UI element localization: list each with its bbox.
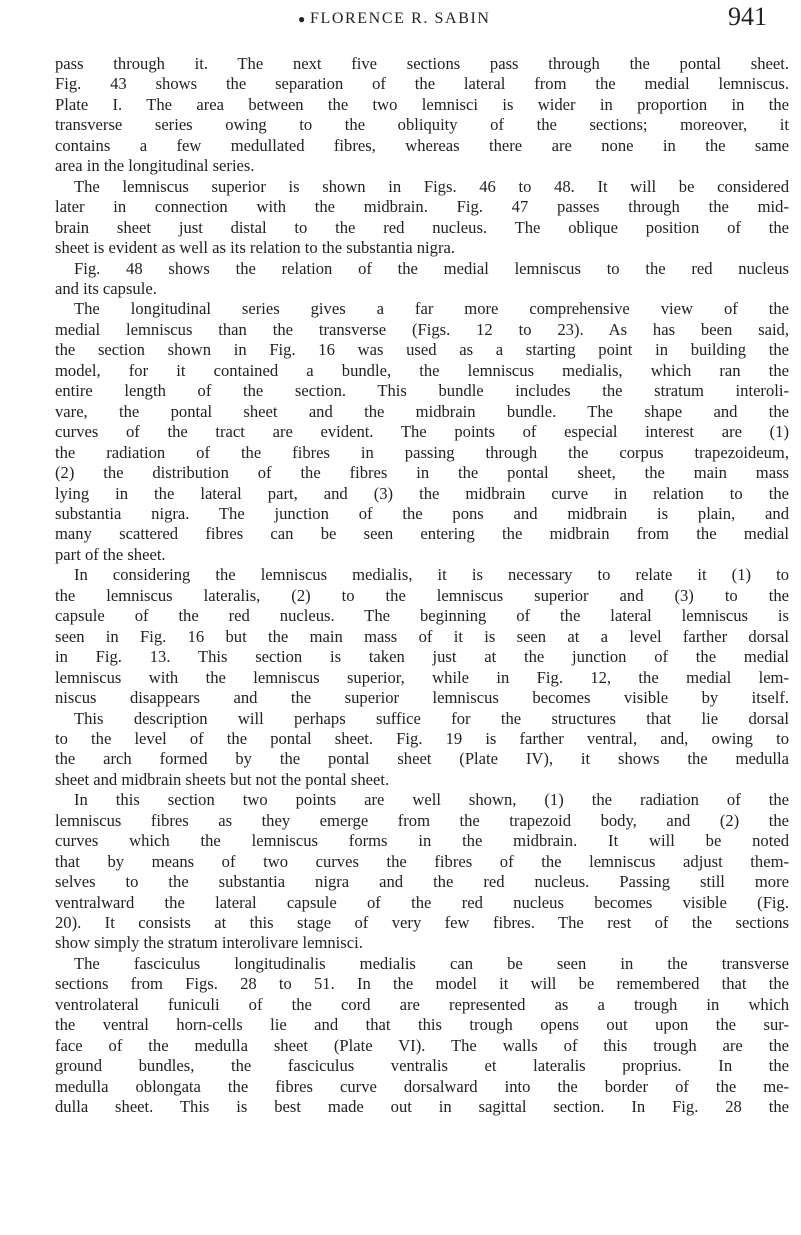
text-line: In this section two points are well shown, (1) the radiation of the: [74, 790, 789, 810]
text-line: the arch formed by the pontal sheet (Plate IV), it shows the medulla: [55, 749, 789, 769]
text-line: the ventral horn-cells lie and that this trough opens out upon the sur-: [55, 1015, 789, 1035]
text-line: capsule of the red nucleus. The beginning of the lateral lemniscus is: [55, 606, 789, 626]
bullet-mark: ●: [298, 12, 306, 26]
text-line: contains a few medullated fibres, whereas there are none in the same: [55, 135, 789, 155]
text-line: lemniscus with the lemniscus superior, while in Fig. 12, the medial lem-: [55, 667, 789, 687]
text-line: In considering the lemniscus medialis, it is necessary to relate it (1) to: [74, 565, 789, 585]
text-line: the section shown in Fig. 16 was used as a starting point in building the: [55, 340, 789, 360]
text-line: substantia nigra. The junction of the pons and midbrain is plain, and: [55, 503, 789, 523]
text-line: face of the medulla sheet (Plate VI). The walls of this trough are the: [55, 1035, 789, 1055]
text-line: and its capsule.: [55, 278, 157, 298]
text-line: selves to the substantia nigra and the red nucleus. Passing still more: [55, 872, 789, 892]
text-line: the radiation of the fibres in passing through the corpus trapezoideum,: [55, 442, 789, 462]
text-line: The fasciculus longitudinalis medialis can be seen in the transverse: [74, 953, 789, 973]
text-line: The longitudinal series gives a far more comprehensive view of the: [74, 299, 789, 319]
text-line: show simply the stratum interolivare lemnisci.: [55, 933, 363, 953]
text-line: sheet and midbrain sheets but not the pontal sheet.: [55, 769, 390, 789]
text-line: Fig. 43 shows the separation of the lateral from the medial lemniscus.: [55, 74, 789, 94]
text-line: area in the longitudinal series.: [55, 156, 255, 176]
text-line: Plate I. The area between the two lemnisci is wider in proportion in the: [55, 94, 789, 114]
text-line: to the level of the pontal sheet. Fig. 19 is farther ventral, and, owing to: [55, 728, 789, 748]
text-line: niscus disappears and the superior lemniscus becomes visible by itself.: [55, 688, 789, 708]
text-line: vare, the pontal sheet and the midbrain bundle. The shape and the: [55, 401, 789, 421]
text-line: part of the sheet.: [55, 544, 166, 564]
text-line: model, for it contained a bundle, the lemniscus medialis, which ran the: [55, 360, 789, 380]
text-line: brain sheet just distal to the red nucleus. The oblique position of the: [55, 217, 789, 237]
text-line: entire length of the section. This bundle includes the stratum interoli-: [55, 381, 789, 401]
text-line: many scattered fibres can be seen entering the midbrain from the medial: [55, 524, 789, 544]
text-line: sections from Figs. 28 to 51. In the model it will be remembered that the: [55, 974, 789, 994]
text-line: The lemniscus superior is shown in Figs. 46 to 48. It will be considered: [74, 176, 789, 196]
page-number: 941: [728, 2, 767, 31]
text-line: Fig. 48 shows the relation of the medial lemniscus to the red nucleus: [74, 258, 789, 278]
text-line: 20). It consists at this stage of very few fibres. The rest of the sections: [55, 913, 789, 933]
text-line: later in connection with the midbrain. Fig. 47 passes through the mid-: [55, 197, 789, 217]
text-line: sheet is evident as well as its relation to the substantia nigra.: [55, 238, 456, 258]
text-line: the lemniscus lateralis, (2) to the lemniscus superior and (3) to the: [55, 585, 789, 605]
text-line: that by means of two curves the fibres of the lemniscus adjust them-: [55, 851, 789, 871]
text-line: medial lemniscus than the transverse (Figs. 12 to 23). As has been said,: [55, 319, 789, 339]
text-line: transverse series owing to the obliquity of the sections; moreover, it: [55, 115, 789, 135]
text-line: This description will perhaps suffice for the structures that lie dorsal: [74, 708, 789, 728]
text-line: ventralward the lateral capsule of the red nucleus becomes visible (Fig.: [55, 892, 789, 912]
text-line: ventrolateral funiculi of the cord are represented as a trough in which: [55, 994, 789, 1014]
text-line: curves of the tract are evident. The points of especial interest are (1): [55, 422, 789, 442]
text-line: curves which the lemniscus forms in the midbrain. It will be noted: [55, 831, 789, 851]
text-line: medulla oblongata the fibres curve dorsalward into the border of the me-: [55, 1076, 789, 1096]
text-line: dulla sheet. This is best made out in sagittal section. In Fig. 28 the: [55, 1097, 789, 1117]
text-line: (2) the distribution of the fibres in the pontal sheet, the main mass: [55, 463, 789, 483]
body-text: [55, 54, 789, 1118]
text-line: lying in the lateral part, and (3) the midbrain curve in relation to the: [55, 483, 789, 503]
running-head: FLORENCE R. SABIN: [310, 10, 491, 27]
text-line: pass through it. The next five sections pass through the pontal sheet.: [55, 54, 789, 73]
text-line: lemniscus fibres as they emerge from the trapezoid body, and (2) the: [55, 810, 789, 830]
text-line: in Fig. 13. This section is taken just at the junction of the medial: [55, 647, 789, 667]
text-line: seen in Fig. 16 but the main mass of it is seen at a level farther dorsal: [55, 626, 789, 646]
text-line: ground bundles, the fasciculus ventralis et lateralis proprius. In the: [55, 1056, 789, 1076]
